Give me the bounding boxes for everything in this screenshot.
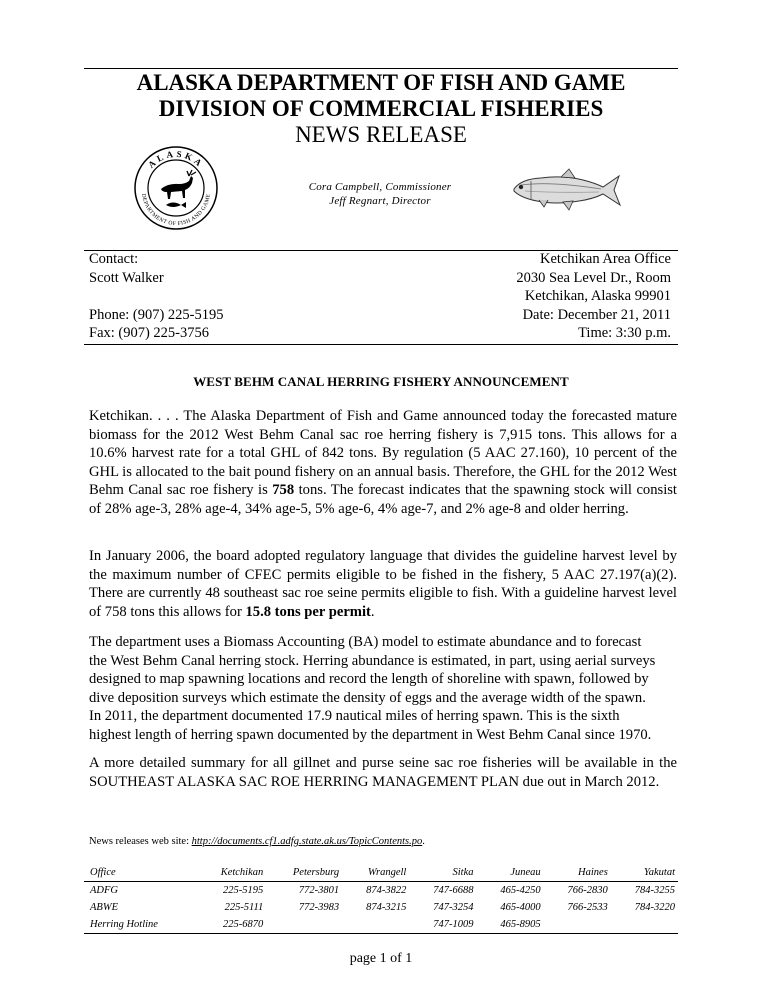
paragraph-summary: A more detailed summary for all gillnet and purse seine sac roe fisheries will be available in the SOUTHEAST ALASKA SAC ROE HERRING MANAGEMENT PLAN due out in March 2012. bbox=[89, 755, 677, 790]
office-street: 2030 Sea Level Dr., Room bbox=[516, 269, 671, 286]
svg-text:ALASKA: ALASKA bbox=[146, 148, 206, 170]
svg-text:DEPARTMENT OF FISH AND GAME: DEPARTMENT OF FISH AND GAME bbox=[140, 193, 212, 228]
announcement-title: WEST BEHM CANAL HERRING FISHERY ANNOUNCEMENT bbox=[193, 374, 569, 389]
office-city: Ketchikan, Alaska 99901 bbox=[524, 288, 671, 304]
commissioner-text: Cora Campbell, Commissioner bbox=[308, 181, 452, 193]
paragraph-model: The department uses a Biomass Accounting (BA) model to estimate abundance and to forecast the West Behm Canal herring stock. Herring abundance is estimated, in part, using aerial surveys designed to map spawning locations and record the length of shoreline with spawn, followed by dive deposition surveys which estimate the density of eggs and the average width of the spawn. In 2011, the department documented 17.9 nautical miles of herring spawn. This is the sixth highest length of herring spawn documented by the department in West Behm Canal since 1970. bbox=[89, 634, 656, 743]
contact-name: Scott Walker bbox=[89, 269, 164, 286]
web-site-link[interactable]: http://documents.cf1.adfg.state.ak.us/TopicContents.po bbox=[191, 836, 423, 847]
officials-block bbox=[270, 180, 490, 208]
alaska-seal-icon bbox=[133, 145, 219, 231]
release-time: Time: 3:30 p.m. bbox=[578, 325, 671, 341]
web-site-line: News releases web site: http://documents.cf1.adfg.state.ak.us/TopicContents.po. bbox=[89, 836, 425, 847]
contact-block bbox=[89, 250, 224, 343]
release-date: Date: December 21, 2011 bbox=[522, 306, 671, 323]
contact-label: Contact: bbox=[89, 251, 139, 267]
contact-bottom-rule bbox=[84, 344, 678, 345]
table-row: Herring Hotline 225-6870 747-1009 465-8905 bbox=[84, 916, 678, 934]
herring-fish-icon bbox=[511, 165, 623, 215]
paragraph-forecast: Ketchikan. . . . The Alaska Department of Fish and Game announced today the forecasted mature biomass for the 2012 West Behm Canal sac roe herring fishery is 7,915 tons. This allows for a 10.6% harvest rate for a total GHL of 842 tons. By regulation (5 AAC 27.160), 10 percent of the GHL is allocated to the bait pound fishery on an annual basis. Therefore, the GHL for the 2012 West Behm Canal sac roe fishery is 758 tons. The forecast indicates that the spawning stock will consist of 28% age-3, 28% age-4, 34% age-5, 5% age-6, 4% age-7, and 2% age-8 and older herring. bbox=[89, 408, 677, 517]
ghl-value: 758 bbox=[272, 482, 295, 498]
contact-fax: Fax: (907) 225-3756 bbox=[89, 325, 210, 341]
table-row: ABWE 225-5111 772-3983 874-3215 747-3254 465-4000 766-2533 784-3220 bbox=[90, 902, 675, 913]
contact-phone: Phone: (907) 225-5195 bbox=[89, 306, 224, 323]
page-number: page 1 of 1 bbox=[349, 951, 413, 966]
top-rule bbox=[84, 68, 678, 69]
offices-table bbox=[84, 864, 678, 934]
news-release-title: NEWS RELEASE bbox=[295, 122, 467, 147]
tons-per-permit: 15.8 tons per permit bbox=[245, 603, 371, 620]
agency-title: ALASKA DEPARTMENT OF FISH AND GAME bbox=[136, 70, 626, 95]
table-header-row: Office Ketchikan Petersburg Wrangell Sitka Juneau Haines Yakutat bbox=[84, 864, 678, 882]
office-name: Ketchikan Area Office bbox=[540, 251, 671, 267]
paragraph-permits: In January 2006, the board adopted regulatory language that divides the guideline harvest level by the maximum number of CFEC permits eligible to be fished in the fishery, 5 AAC 27.197(a)(2). There are currently 48 southeast sac roe seine permits eligible to fish. With a guideline harvest level of 758 tons this allows for 15.8 tons per permit. bbox=[89, 548, 677, 620]
table-row: ADFG 225-5195 772-3801 874-3822 747-6688 465-4250 766-2830 784-3255 bbox=[90, 885, 675, 896]
division-title: DIVISION OF COMMERCIAL FISHERIES bbox=[158, 96, 604, 121]
office-block bbox=[516, 250, 671, 343]
director-text: Jeff Regnart, Director bbox=[329, 195, 431, 207]
